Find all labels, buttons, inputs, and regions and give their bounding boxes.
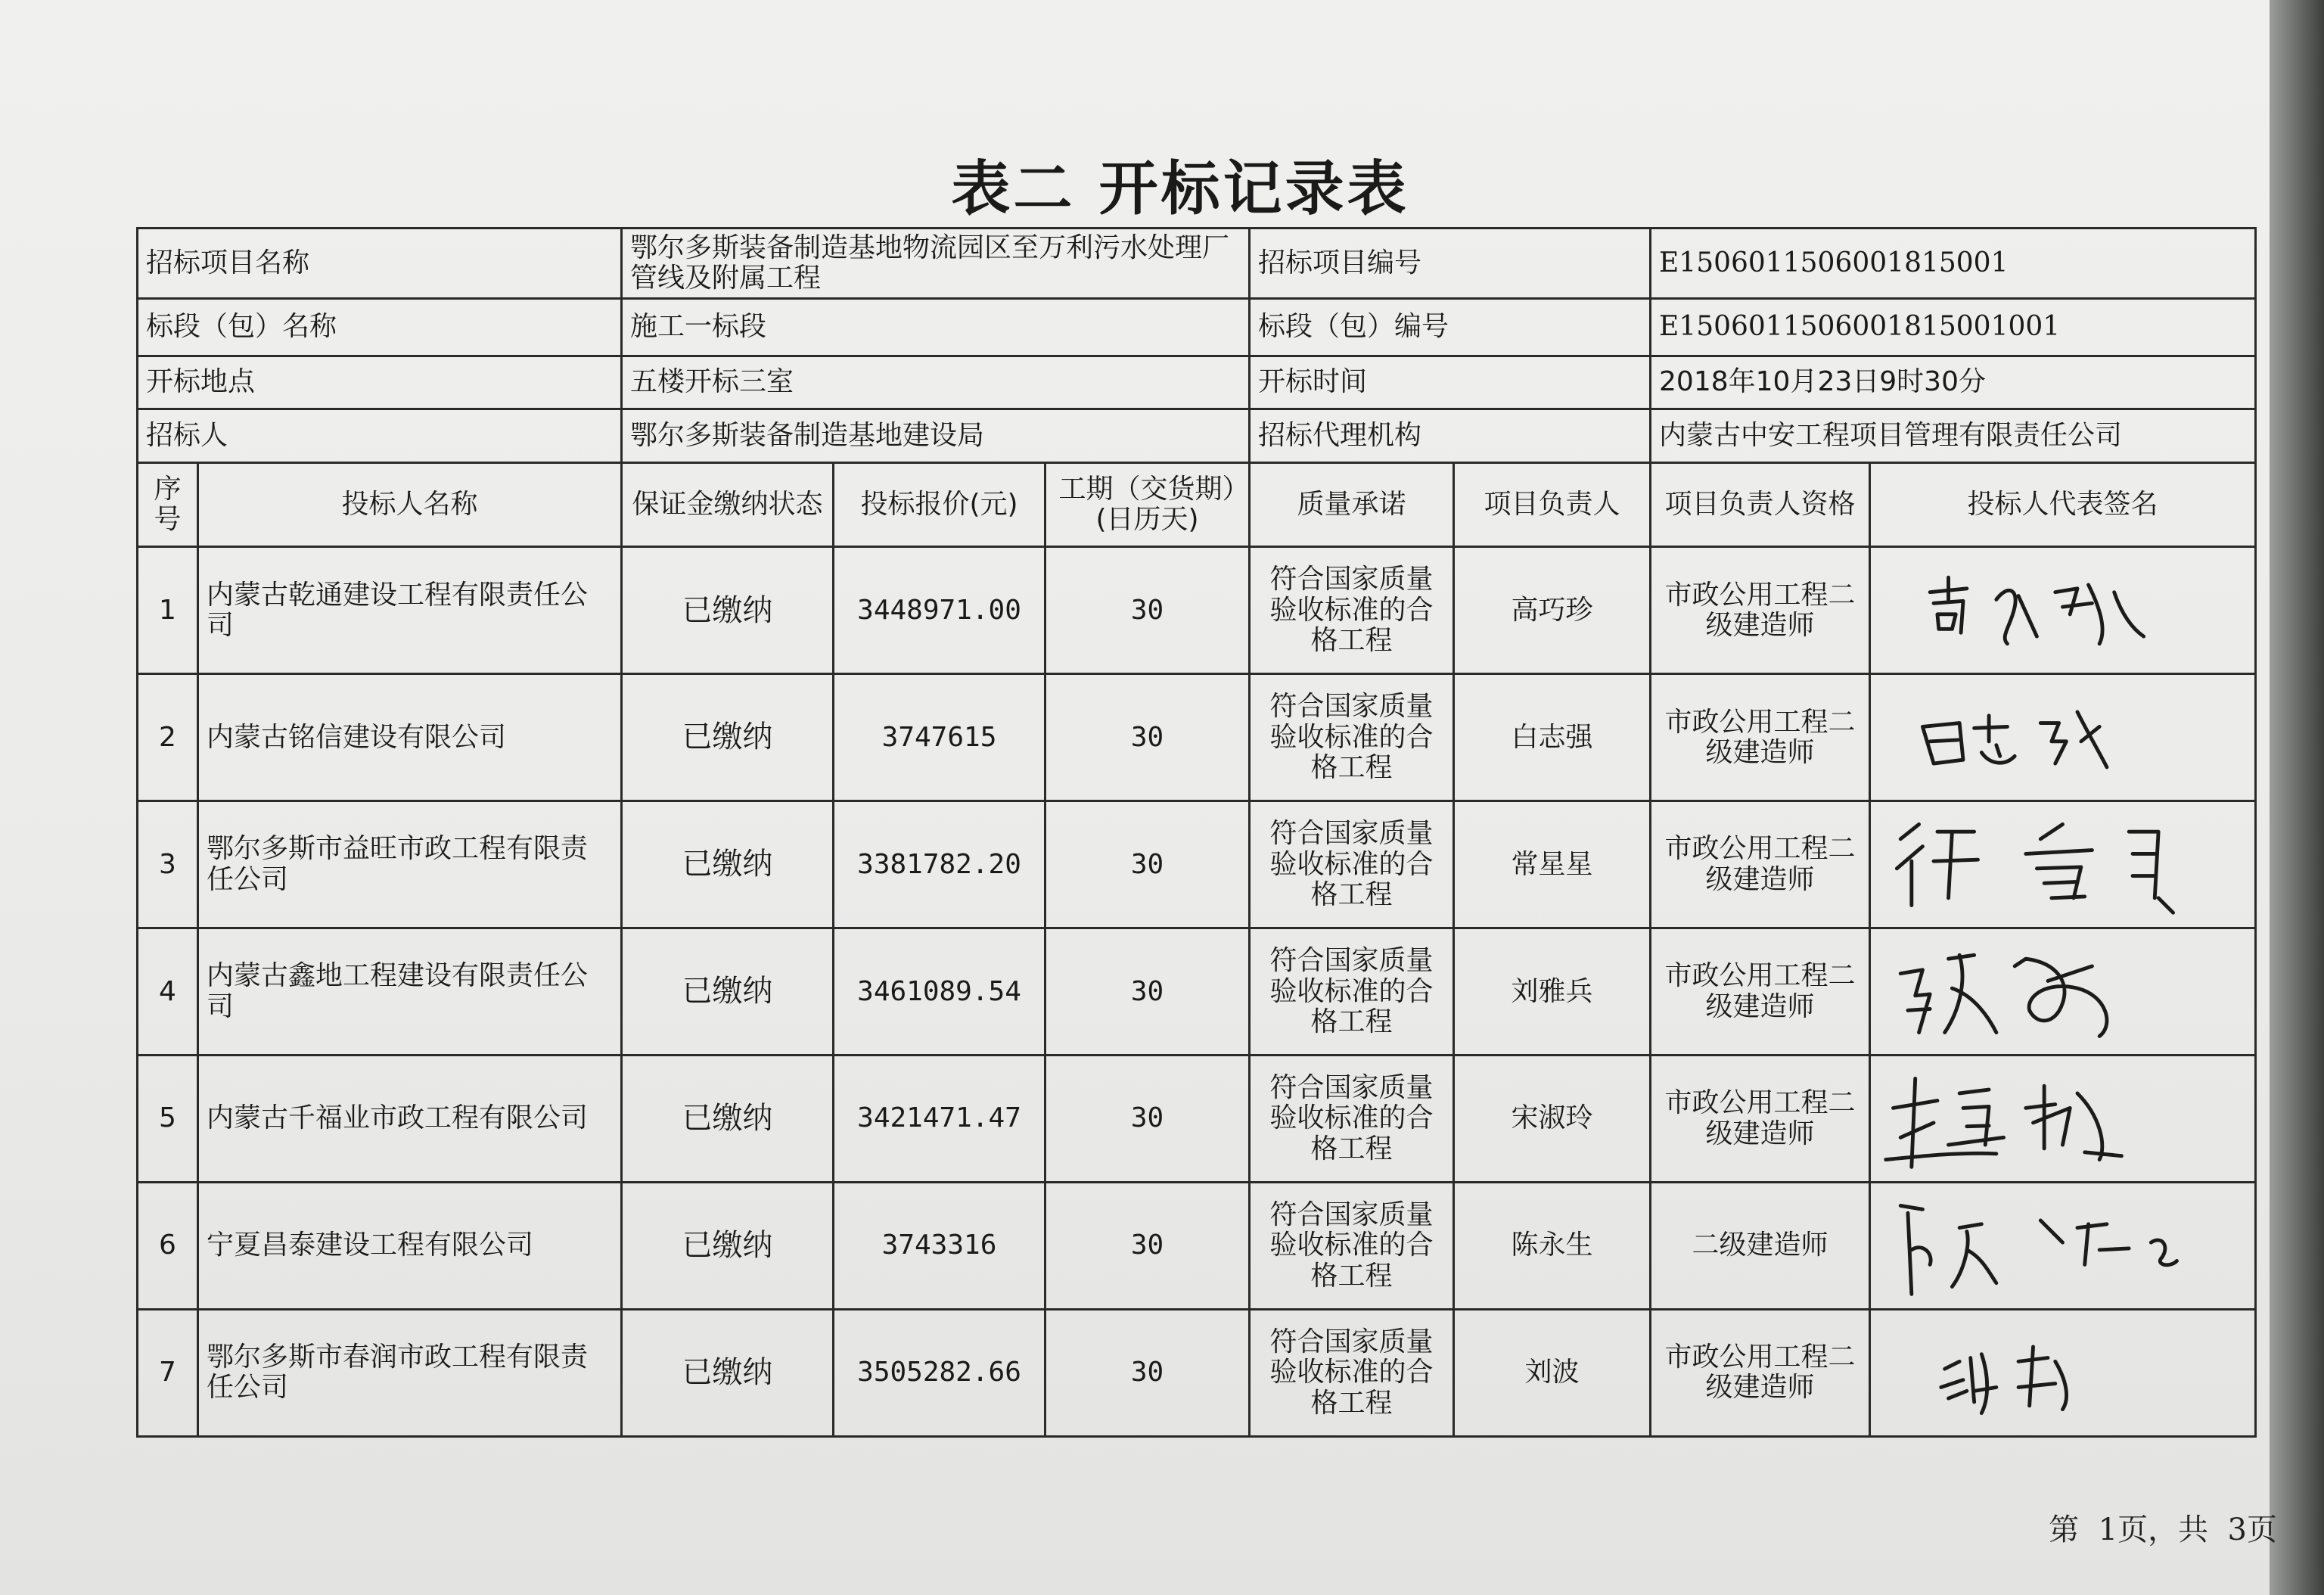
- row-manager: 刘雅兵: [1454, 928, 1651, 1056]
- table-row: [138, 801, 2256, 928]
- row-period: 30: [1045, 1309, 1250, 1436]
- project-no-label: 招标项目编号: [1250, 229, 1651, 299]
- row-period: 30: [1045, 674, 1250, 801]
- table-row: [138, 1056, 2256, 1183]
- row-manager: 常星星: [1454, 801, 1651, 928]
- row-manager: 刘波: [1454, 1309, 1651, 1436]
- project-name-label: 招标项目名称: [138, 229, 622, 299]
- row-seq: 6: [138, 1183, 198, 1310]
- row-signature: [1870, 928, 2256, 1056]
- row-signature: [1870, 547, 2256, 674]
- row-bidder: 内蒙古乾通建设工程有限责任公司: [198, 547, 622, 674]
- row-quality: 符合国家质量验收标准的合格工程: [1250, 1183, 1454, 1310]
- row-seq: 2: [138, 674, 198, 801]
- section-name-label: 标段（包）名称: [138, 298, 622, 356]
- row-signature: [1870, 1056, 2256, 1183]
- row-qualification: 二级建造师: [1651, 1183, 1870, 1310]
- row-signature: [1870, 801, 2256, 928]
- row-price: 3448971.00: [834, 547, 1045, 674]
- row-quality: 符合国家质量验收标准的合格工程: [1250, 674, 1454, 801]
- row-period: 30: [1045, 801, 1250, 928]
- table-row: [138, 547, 2256, 674]
- row-bidder: 内蒙古鑫地工程建设有限责任公司: [198, 928, 622, 1056]
- row-price: 3743316: [834, 1183, 1045, 1310]
- row-quality: 符合国家质量验收标准的合格工程: [1250, 547, 1454, 674]
- col-period-header: 工期（交货期）(日历天): [1045, 463, 1250, 547]
- row-bidder: 鄂尔多斯市益旺市政工程有限责任公司: [198, 801, 622, 928]
- row-quality: 符合国家质量验收标准的合格工程: [1250, 801, 1454, 928]
- row-manager: 高巧珍: [1454, 547, 1651, 674]
- handwritten-signature: [1878, 808, 2247, 922]
- handwritten-signature: [1878, 554, 2247, 667]
- row-period: 30: [1045, 928, 1250, 1056]
- row-bidder: 内蒙古铭信建设有限公司: [198, 674, 622, 801]
- handwritten-signature: [1878, 935, 2247, 1049]
- section-no-label: 标段（包）编号: [1250, 298, 1651, 356]
- table-row: [138, 1183, 2256, 1310]
- row-seq: 1: [138, 547, 198, 674]
- time-value: 2018年10月23日9时30分: [1651, 356, 2256, 409]
- table-row: [138, 674, 2256, 801]
- row-manager: 陈永生: [1454, 1183, 1651, 1310]
- row-qualification: 市政公用工程二级建造师: [1651, 1309, 1870, 1436]
- table-row: [138, 928, 2256, 1056]
- handwritten-signature: [1878, 1189, 2247, 1303]
- row-deposit: 已缴纳: [622, 1309, 834, 1436]
- row-manager: 白志强: [1454, 674, 1651, 801]
- row-qualification: 市政公用工程二级建造师: [1651, 1056, 1870, 1183]
- tenderer-label: 招标人: [138, 409, 622, 463]
- row-signature: [1870, 674, 2256, 801]
- time-label: 开标时间: [1250, 356, 1651, 409]
- row-qualification: 市政公用工程二级建造师: [1651, 928, 1870, 1056]
- row-price: 3421471.47: [834, 1056, 1045, 1183]
- row-qualification: 市政公用工程二级建造师: [1651, 674, 1870, 801]
- col-price-header: 投标报价(元): [834, 463, 1045, 547]
- column-header-row: [138, 463, 2256, 547]
- row-price: 3461089.54: [834, 928, 1045, 1056]
- bid-opening-record-table: [136, 227, 2257, 1438]
- row-deposit: 已缴纳: [622, 674, 834, 801]
- row-quality: 符合国家质量验收标准的合格工程: [1250, 1309, 1454, 1436]
- location-value: 五楼开标三室: [622, 356, 1250, 409]
- agency-label: 招标代理机构: [1250, 409, 1651, 463]
- row-price: 3381782.20: [834, 801, 1045, 928]
- row-period: 30: [1045, 1183, 1250, 1310]
- handwritten-signature: [1878, 1316, 2247, 1429]
- row-bidder: 宁夏昌泰建设工程有限公司: [198, 1183, 622, 1310]
- row-price: 3747615: [834, 674, 1045, 801]
- row-deposit: 已缴纳: [622, 801, 834, 928]
- info-row-section: [138, 298, 2256, 356]
- col-seq-header: 序号: [138, 463, 198, 547]
- col-qualification-header: 项目负责人资格: [1651, 463, 1870, 547]
- section-name-value: 施工一标段: [622, 298, 1250, 356]
- row-signature: [1870, 1309, 2256, 1436]
- col-signature-header: 投标人代表签名: [1870, 463, 2256, 547]
- col-quality-header: 质量承诺: [1250, 463, 1454, 547]
- section-no-value: E1506011506001815001001: [1651, 298, 2256, 356]
- row-period: 30: [1045, 1056, 1250, 1183]
- row-qualification: 市政公用工程二级建造师: [1651, 801, 1870, 928]
- table-row: [138, 1309, 2256, 1436]
- location-label: 开标地点: [138, 356, 622, 409]
- col-manager-header: 项目负责人: [1454, 463, 1651, 547]
- row-seq: 4: [138, 928, 198, 1056]
- info-row-location: [138, 356, 2256, 409]
- page-number: 第 1页，共 3页: [2049, 1513, 2277, 1547]
- project-no-value: E1506011506001815001: [1651, 229, 2256, 299]
- row-deposit: 已缴纳: [622, 547, 834, 674]
- handwritten-signature: [1878, 1062, 2247, 1176]
- row-seq: 7: [138, 1309, 198, 1436]
- row-signature: [1870, 1183, 2256, 1310]
- info-row-tenderer: [138, 409, 2256, 463]
- tenderer-value: 鄂尔多斯装备制造基地建设局: [622, 409, 1250, 463]
- row-seq: 3: [138, 801, 198, 928]
- row-period: 30: [1045, 547, 1250, 674]
- info-row-project: [138, 229, 2256, 299]
- row-bidder: 鄂尔多斯市春润市政工程有限责任公司: [198, 1309, 622, 1436]
- agency-value: 内蒙古中安工程项目管理有限责任公司: [1651, 409, 2256, 463]
- col-deposit-header: 保证金缴纳状态: [622, 463, 834, 547]
- row-deposit: 已缴纳: [622, 1183, 834, 1310]
- row-quality: 符合国家质量验收标准的合格工程: [1250, 1056, 1454, 1183]
- row-qualification: 市政公用工程二级建造师: [1651, 547, 1870, 674]
- project-name-value: 鄂尔多斯装备制造基地物流园区至万利污水处理厂管线及附属工程: [622, 229, 1250, 299]
- row-deposit: 已缴纳: [622, 1056, 834, 1183]
- row-bidder: 内蒙古千福业市政工程有限公司: [198, 1056, 622, 1183]
- row-deposit: 已缴纳: [622, 928, 834, 1056]
- col-bidder-header: 投标人名称: [198, 463, 622, 547]
- row-price: 3505282.66: [834, 1309, 1045, 1436]
- row-seq: 5: [138, 1056, 198, 1183]
- handwritten-signature: [1878, 681, 2247, 794]
- row-manager: 宋淑玲: [1454, 1056, 1651, 1183]
- document-title: 表二 开标记录表: [951, 155, 1409, 223]
- row-quality: 符合国家质量验收标准的合格工程: [1250, 928, 1454, 1056]
